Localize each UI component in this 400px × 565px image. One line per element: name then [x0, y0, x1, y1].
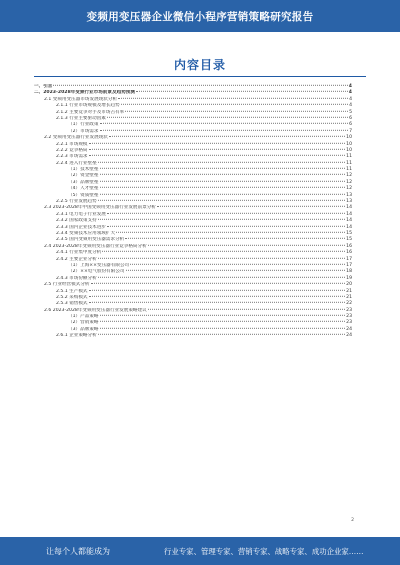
toc-leader-dots [98, 219, 345, 220]
toc-entry-text: （5）资质壁垒 [68, 192, 99, 198]
toc-leader-dots [100, 315, 346, 316]
toc-entry-text: （1）技术壁垒 [68, 167, 99, 173]
toc-leader-dots [100, 181, 346, 182]
toc-entry-page: 21 [346, 288, 352, 294]
toc-leader-dots [98, 257, 345, 258]
toc-leader-dots [109, 136, 345, 137]
toc-entry-text: 2.4 2023-2028年变频用变压器行业竞争格局分析 [44, 243, 147, 249]
toc-leader-dots [148, 308, 345, 309]
report-title: 变频用变压器企业微信小程序营销策略研究报告 [86, 10, 314, 23]
toc-entry-page: 12 [346, 173, 352, 179]
toc-entry-page: 11 [346, 167, 352, 173]
toc-entry-page: 17 [346, 262, 352, 268]
toc-entry-page: 11 [346, 160, 352, 166]
toc-entry-page: 7 [349, 128, 352, 134]
toc-entry[interactable] [34, 333, 352, 339]
toc-entry-page: 5 [349, 109, 352, 115]
toc-entry-text: 2.2 变频用变压器行业发展现状 [44, 135, 108, 141]
toc-leader-dots [89, 142, 346, 143]
toc-leader-dots [91, 283, 346, 284]
toc-leader-dots [100, 187, 346, 188]
toc-entry-text: （3）品牌壁垒 [68, 179, 99, 185]
toc-entry-text: （3）品牌策略 [68, 326, 99, 332]
toc-leader-dots [89, 302, 346, 303]
toc-entry-text: （2）××电气股份有限公司 [68, 269, 125, 275]
toc-entry-text: （2）市场需求 [68, 128, 99, 134]
page-number: 2 [351, 518, 354, 523]
toc-entry-page: 16 [346, 250, 352, 256]
toc-entry-page: 16 [346, 243, 352, 249]
toc-leader-dots [98, 161, 345, 162]
toc-entry-page: 24 [346, 326, 352, 332]
toc-leader-dots [100, 321, 346, 322]
toc-leader-dots [157, 206, 345, 207]
toc-leader-dots [107, 213, 345, 214]
toc-entry-page: 13 [346, 199, 352, 205]
toc-entry-page: 24 [346, 333, 352, 339]
toc-entry-page: 22 [346, 301, 352, 307]
toc-entry-text: （4）人才壁垒 [68, 186, 99, 192]
toc-entry-text: 二、2023-2028年变频行业市场前景及趋势预测 [34, 90, 135, 96]
toc-entry-text: 2.4.1 行业集中度分析 [56, 250, 102, 256]
toc-leader-dots [121, 104, 348, 105]
toc-entry-text: 2.4.2 主要企业分析 [56, 256, 97, 262]
toc-entry-text: 2.2.2 竞争格局 [56, 147, 88, 153]
toc-leader-dots [130, 264, 345, 265]
toc-leader-dots [100, 123, 349, 124]
toc-entry-text: 2.6.1 企业策略分析 [56, 333, 97, 339]
toc-leader-dots [126, 270, 346, 271]
toc-entry-text: 2.4.3 市场份额分析 [56, 275, 97, 281]
toc-title: 内容目录 [173, 58, 226, 72]
toc-entry-page: 23 [346, 320, 352, 326]
toc-entry-page: 4 [349, 96, 352, 102]
toc-leader-dots [89, 296, 346, 297]
toc-leader-dots [89, 149, 346, 150]
toc-leader-dots [107, 117, 348, 118]
toc-entry-page: 4 [348, 90, 352, 96]
table-of-contents [34, 84, 352, 340]
footer-tagline: 行业专家、管理专家、营销专家、战略专家、成功企业家…… [164, 546, 364, 556]
toc-leader-dots [98, 334, 345, 335]
footer-slogan: 让每个人都能成为 [46, 546, 110, 556]
toc-entry-page: 14 [346, 205, 352, 211]
toc-entry-text: （2）资金壁垒 [68, 173, 99, 179]
toc-entry-page: 21 [346, 294, 352, 300]
toc-entry-page: 20 [346, 282, 352, 288]
toc-entry-text: 2.1.2 主要竞争对手及市场占有率 [56, 109, 125, 115]
toc-entry-text: 2.3.1 电力电子行业发展 [56, 211, 106, 217]
toc-leader-dots [53, 85, 347, 86]
toc-leader-dots [148, 245, 345, 246]
toc-leader-dots [100, 328, 346, 329]
toc-entry-page: 15 [346, 230, 352, 236]
toc-entry-page: 4 [348, 84, 352, 89]
toc-entry-text: 2.5 行业经营模式分析 [44, 282, 90, 288]
toc-leader-dots [98, 200, 345, 201]
toc-entry-page: 19 [346, 275, 352, 281]
toc-leader-dots [107, 225, 345, 226]
toc-entry-text: 2.3.5 国内变频用变压器需求分析 [56, 237, 125, 243]
toc-leader-dots [100, 168, 346, 169]
toc-entry-text: 2.1.3 行业主要驱动因素 [56, 115, 106, 121]
toc-entry-text: 一、引言 [34, 84, 53, 89]
toc-entry-text: （2）营销策略 [68, 320, 99, 326]
toc-leader-dots [100, 193, 346, 194]
toc-leader-dots [100, 174, 346, 175]
toc-entry-text: 2.5.3 销售模式 [56, 301, 88, 307]
toc-entry-page: 12 [346, 186, 352, 192]
toc-entry-text: 2.3.3 国内企业技术进步 [56, 224, 106, 230]
toc-divider [34, 76, 366, 77]
toc-leader-dots [89, 289, 346, 290]
toc-entry-text: 2.1.1 行业市场规模及增长趋势 [56, 103, 120, 109]
toc-entry-text: （1）行业政策 [68, 122, 99, 128]
toc-leader-dots [118, 98, 348, 99]
toc-entry-text: 2.3 2023-2028年中国变频用变压器行业发展前景分析 [44, 205, 156, 211]
toc-entry-page: 10 [346, 135, 352, 141]
toc-entry-text: 2.2.3 市场需求 [56, 154, 88, 160]
toc-entry-page: 15 [346, 237, 352, 243]
toc-entry-text: 2.5.1 生产模式 [56, 288, 88, 294]
toc-entry-page: 10 [346, 147, 352, 153]
toc-leader-dots [102, 251, 345, 252]
toc-entry-page: 11 [346, 154, 352, 160]
toc-entry-page: 23 [346, 314, 352, 320]
toc-entry-text: （1）上海××变压器有限公司 [68, 262, 130, 268]
toc-leader-dots [125, 238, 345, 239]
toc-entry-page: 10 [346, 141, 352, 147]
report-footer [0, 537, 400, 565]
toc-entry-text: （1）产品策略 [68, 314, 99, 320]
toc-leader-dots [89, 155, 346, 156]
report-header [0, 0, 400, 32]
toc-entry-page: 6 [349, 122, 352, 128]
toc-entry-page: 12 [346, 179, 352, 185]
toc-entry-text: 2.2.5 行业发展趋势 [56, 199, 97, 205]
toc-entry-page: 18 [346, 269, 352, 275]
toc-leader-dots [100, 130, 349, 131]
toc-entry-page: 23 [346, 307, 352, 313]
toc-leader-dots [125, 110, 348, 111]
toc-entry-text: 2.3.4 变频技术应用领域扩大 [56, 230, 116, 236]
toc-entry-page: 13 [346, 192, 352, 198]
toc-entry-text: 2.5.2 采购模式 [56, 294, 88, 300]
toc-entry-text: 2.1 变频用变压器市场发展现状分析 [44, 96, 118, 102]
toc-leader-dots [98, 277, 345, 278]
toc-entry-text: 2.3.2 国家政策支持 [56, 218, 97, 224]
toc-entry-page: 17 [346, 256, 352, 262]
toc-entry-page: 14 [346, 224, 352, 230]
toc-entry-text: 2.6 2023-2028年变频用变压器行业发展策略建议 [44, 307, 147, 313]
toc-leader-dots [136, 91, 348, 92]
toc-entry-page: 14 [346, 218, 352, 224]
toc-entry-text: 2.2.4 进入行业壁垒 [56, 160, 97, 166]
toc-leader-dots [116, 232, 345, 233]
toc-entry-page: 4 [349, 103, 352, 109]
toc-entry-page: 14 [346, 211, 352, 217]
toc-entry-page: 6 [349, 115, 352, 121]
toc-entry-text: 2.2.1 市场规模 [56, 141, 88, 147]
